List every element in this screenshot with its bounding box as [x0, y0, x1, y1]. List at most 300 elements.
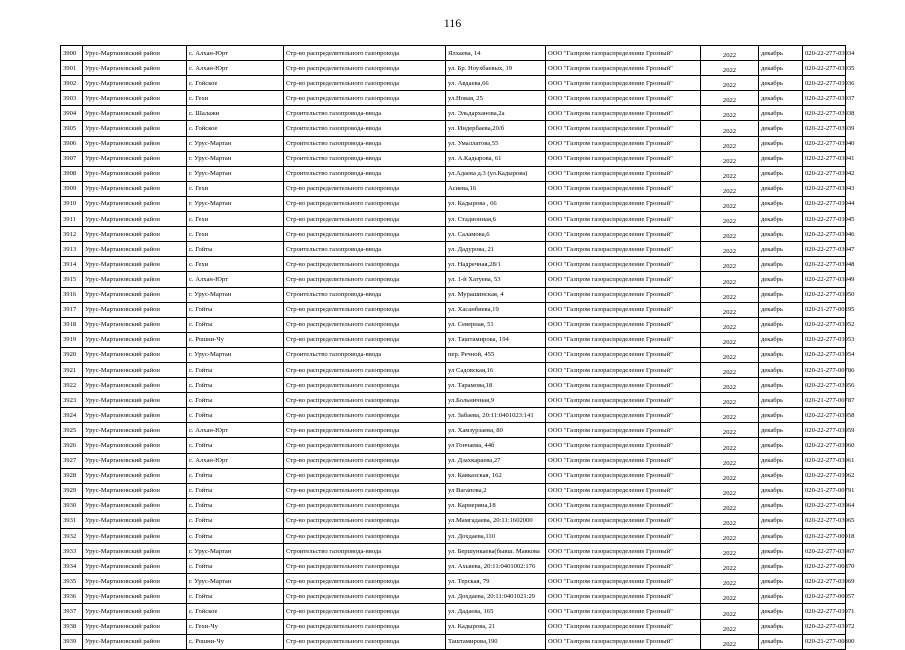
- table-row: [61, 468, 846, 483]
- month-cell: декабрь: [759, 242, 803, 257]
- organization-cell: ООО "Газпром газораспределение Грозный": [546, 242, 701, 257]
- settlement-cell: с. Гойты: [187, 498, 284, 513]
- year-cell: 2022: [701, 61, 759, 76]
- table-row: [61, 604, 846, 619]
- organization-cell: ООО "Газпром газораспределение Грозный": [546, 136, 701, 151]
- district-cell: Урус-Мартановский район: [83, 529, 187, 544]
- district-cell: Урус-Мартановский район: [83, 559, 187, 574]
- settlement-cell: г. Урус-Мартан: [187, 347, 284, 362]
- month-cell: декабрь: [759, 423, 803, 438]
- settlement-cell: с. Алхан-Юрт: [187, 423, 284, 438]
- month-cell: декабрь: [759, 151, 803, 166]
- table-row: [61, 242, 846, 257]
- address-cell: ул. Кадырова , 66: [446, 196, 546, 211]
- district-cell: Урус-Мартановский район: [83, 393, 187, 408]
- month-cell: декабрь: [759, 257, 803, 272]
- work-type-cell: Стр-во распределительного газопровода: [284, 468, 446, 483]
- row-number: 3914: [61, 257, 83, 272]
- month-cell: декабрь: [759, 332, 803, 347]
- work-type-cell: Стр-во распределительного газопровода: [284, 76, 446, 91]
- organization-cell: ООО "Газпром газораспределение Грозный": [546, 347, 701, 362]
- settlement-cell: с. Гойты: [187, 559, 284, 574]
- month-cell: декабрь: [759, 181, 803, 196]
- page-number: 116: [443, 16, 462, 30]
- table-row: [61, 332, 846, 347]
- row-number: 3916: [61, 287, 83, 302]
- table-row: [61, 106, 846, 121]
- settlement-cell: с. Гойты: [187, 408, 284, 423]
- table-row: [61, 574, 846, 589]
- row-number: 3901: [61, 61, 83, 76]
- work-type-cell: Стр-во распределительного газопровода: [284, 257, 446, 272]
- table-row: [61, 513, 846, 528]
- row-number: 3927: [61, 453, 83, 468]
- settlement-cell: г. Урус-Мартан: [187, 166, 284, 181]
- organization-cell: ООО "Газпром газораспределение Грозный": [546, 408, 701, 423]
- organization-cell: ООО "Газпром газораспределение Грозный": [546, 544, 701, 559]
- registry-code-cell: 020-22-277-03959: [803, 423, 846, 438]
- work-type-cell: Стр-во распределительного газопровода: [284, 46, 446, 61]
- organization-cell: ООО "Газпром газораспределение Грозный": [546, 438, 701, 453]
- address-cell: ул Вагапова,2: [446, 483, 546, 498]
- row-number: 3900: [61, 46, 83, 61]
- row-number: 3907: [61, 151, 83, 166]
- table-row: [61, 529, 846, 544]
- settlement-cell: с. Гойское: [187, 604, 284, 619]
- registry-code-cell: 020-22-277-03936: [803, 76, 846, 91]
- address-cell: ул.Больничная,9: [446, 393, 546, 408]
- row-number: 3938: [61, 619, 83, 634]
- year-cell: 2022: [701, 393, 759, 408]
- table-row: [61, 438, 846, 453]
- address-cell: ул. Кавказская, 162: [446, 468, 546, 483]
- month-cell: декабрь: [759, 76, 803, 91]
- district-cell: Урус-Мартановский район: [83, 589, 187, 604]
- district-cell: Урус-Мартановский район: [83, 347, 187, 362]
- month-cell: декабрь: [759, 589, 803, 604]
- month-cell: декабрь: [759, 483, 803, 498]
- settlement-cell: с. Гойты: [187, 378, 284, 393]
- month-cell: декабрь: [759, 604, 803, 619]
- table-row: [61, 46, 846, 61]
- district-cell: Урус-Мартановский район: [83, 513, 187, 528]
- registry-code-cell: 020-22-277-03954: [803, 347, 846, 362]
- table-row: [61, 212, 846, 227]
- settlement-cell: г. Урус-Мартан: [187, 574, 284, 589]
- registry-code-cell: 020-22-277-03967: [803, 544, 846, 559]
- month-cell: декабрь: [759, 574, 803, 589]
- settlement-cell: с. Гехи: [187, 227, 284, 242]
- work-type-cell: Строительство газопровода-ввода: [284, 136, 446, 151]
- address-cell: пер. Речной, 455: [446, 347, 546, 362]
- work-type-cell: Строительство газопровода-ввода: [284, 242, 446, 257]
- row-number: 3917: [61, 302, 83, 317]
- year-cell: 2022: [701, 196, 759, 211]
- settlement-cell: г. Урус-Мартан: [187, 287, 284, 302]
- district-cell: Урус-Мартановский район: [83, 317, 187, 332]
- table-row: [61, 362, 846, 377]
- settlement-cell: с. Гойты: [187, 317, 284, 332]
- registry-code-cell: 020-22-277-03935: [803, 61, 846, 76]
- work-type-cell: Стр-во распределительного газопровода: [284, 91, 446, 106]
- registry-code-cell: 020-22-277-03952: [803, 317, 846, 332]
- table-row: [61, 634, 846, 649]
- table-row: [61, 483, 846, 498]
- work-type-cell: Стр-во распределительного газопровода: [284, 393, 446, 408]
- work-type-cell: Стр-во распределительного газопровода: [284, 529, 446, 544]
- registry-code-cell: 020-22-277-03939: [803, 121, 846, 136]
- month-cell: декабрь: [759, 362, 803, 377]
- settlement-cell: с. Гехи: [187, 212, 284, 227]
- work-type-cell: Стр-во распределительного газопровода: [284, 212, 446, 227]
- address-cell: ул.Новая, 25: [446, 91, 546, 106]
- year-cell: 2022: [701, 498, 759, 513]
- settlement-cell: с. Рошни-Чу: [187, 634, 284, 649]
- district-cell: Урус-Мартановский район: [83, 498, 187, 513]
- row-number: 3920: [61, 347, 83, 362]
- district-cell: Урус-Мартановский район: [83, 423, 187, 438]
- table-row: [61, 393, 846, 408]
- registry-code-cell: 020-22-277-03938: [803, 106, 846, 121]
- table-row: [61, 61, 846, 76]
- year-cell: 2022: [701, 166, 759, 181]
- work-type-cell: Стр-во распределительного газопровода: [284, 408, 446, 423]
- address-cell: ул. Эльдарханова,2а: [446, 106, 546, 121]
- row-number: 3924: [61, 408, 83, 423]
- settlement-cell: с. Гойты: [187, 438, 284, 453]
- district-cell: Урус-Мартановский район: [83, 196, 187, 211]
- table-row: [61, 181, 846, 196]
- year-cell: 2022: [701, 302, 759, 317]
- address-cell: ул. Северная, 51: [446, 317, 546, 332]
- district-cell: Урус-Мартановский район: [83, 272, 187, 287]
- address-cell: ул.Мамгадаева, 20:11:1602000: [446, 513, 546, 528]
- organization-cell: ООО "Газпром газораспределение Грозный": [546, 634, 701, 649]
- settlement-cell: с. Гойты: [187, 589, 284, 604]
- month-cell: декабрь: [759, 453, 803, 468]
- month-cell: декабрь: [759, 61, 803, 76]
- month-cell: декабрь: [759, 498, 803, 513]
- row-number: 3934: [61, 559, 83, 574]
- table-row: [61, 559, 846, 574]
- registry-code-cell: 020-21-277-00787: [803, 393, 846, 408]
- month-cell: декабрь: [759, 121, 803, 136]
- registry-code-cell: 020-22-277-03941: [803, 151, 846, 166]
- settlement-cell: с. Гехи: [187, 91, 284, 106]
- district-cell: Урус-Мартановский район: [83, 242, 187, 257]
- address-cell: ул Гончаева, 44б: [446, 438, 546, 453]
- district-cell: Урус-Мартановский район: [83, 91, 187, 106]
- row-number: 3911: [61, 212, 83, 227]
- organization-cell: ООО "Газпром газораспределение Грозный": [546, 529, 701, 544]
- district-cell: Урус-Мартановский район: [83, 634, 187, 649]
- district-cell: Урус-Мартановский район: [83, 604, 187, 619]
- address-cell: ул. Ахьяева, 20:11:0401002:176: [446, 559, 546, 574]
- organization-cell: ООО "Газпром газораспределение Грозный": [546, 227, 701, 242]
- work-type-cell: Строительство газопровода-ввода: [284, 347, 446, 362]
- table-row: [61, 121, 846, 136]
- settlement-cell: с. Гойты: [187, 513, 284, 528]
- month-cell: декабрь: [759, 544, 803, 559]
- address-cell: ул. Терская, 79: [446, 574, 546, 589]
- work-type-cell: Стр-во распределительного газопровода: [284, 453, 446, 468]
- district-cell: Урус-Мартановский район: [83, 212, 187, 227]
- address-cell: ул. Стадионная,6: [446, 212, 546, 227]
- year-cell: 2022: [701, 347, 759, 362]
- row-number: 3930: [61, 498, 83, 513]
- registry-code-cell: 020-22-277-03934: [803, 46, 846, 61]
- row-number: 3909: [61, 181, 83, 196]
- address-cell: ул. Хамзурзаева, 80: [446, 423, 546, 438]
- year-cell: 2022: [701, 242, 759, 257]
- row-number: 3925: [61, 423, 83, 438]
- month-cell: декабрь: [759, 529, 803, 544]
- year-cell: 2022: [701, 438, 759, 453]
- work-type-cell: Стр-во распределительного газопровода: [284, 634, 446, 649]
- work-type-cell: Стр-во распределительного газопровода: [284, 498, 446, 513]
- table-row: [61, 257, 846, 272]
- organization-cell: ООО "Газпром газораспределение Грозный": [546, 423, 701, 438]
- year-cell: 2022: [701, 408, 759, 423]
- year-cell: 2022: [701, 287, 759, 302]
- year-cell: 2022: [701, 91, 759, 106]
- district-cell: Урус-Мартановский район: [83, 438, 187, 453]
- row-number: 3904: [61, 106, 83, 121]
- month-cell: декабрь: [759, 438, 803, 453]
- district-cell: Урус-Мартановский район: [83, 332, 187, 347]
- work-type-cell: Строительство газопровода-ввода: [284, 151, 446, 166]
- month-cell: декабрь: [759, 513, 803, 528]
- registry-code-cell: 020-22-277-03962: [803, 468, 846, 483]
- address-cell: ул.Адаева д.3 (ул.Кадырова): [446, 166, 546, 181]
- address-cell: ул. Дадаева, 165: [446, 604, 546, 619]
- table-row: [61, 378, 846, 393]
- row-number: 3912: [61, 227, 83, 242]
- district-cell: Урус-Мартановский район: [83, 453, 187, 468]
- address-cell: ул. Саламова,6: [446, 227, 546, 242]
- work-type-cell: Стр-во распределительного газопровода: [284, 423, 446, 438]
- month-cell: декабрь: [759, 91, 803, 106]
- row-number: 3908: [61, 166, 83, 181]
- settlement-cell: с. Шалажи: [187, 106, 284, 121]
- registry-code-cell: 020-22-277-03958: [803, 408, 846, 423]
- organization-cell: ООО "Газпром газораспределение Грозный": [546, 559, 701, 574]
- organization-cell: ООО "Газпром газораспределение Грозный": [546, 166, 701, 181]
- table-row: [61, 347, 846, 362]
- district-cell: Урус-Мартановский район: [83, 408, 187, 423]
- month-cell: декабрь: [759, 196, 803, 211]
- month-cell: декабрь: [759, 317, 803, 332]
- settlement-cell: с. Гойты: [187, 393, 284, 408]
- work-type-cell: Стр-во распределительного газопровода: [284, 181, 446, 196]
- row-number: 3905: [61, 121, 83, 136]
- table-row: [61, 136, 846, 151]
- organization-cell: ООО "Газпром газораспределение Грозный": [546, 453, 701, 468]
- settlement-cell: г. Урус-Мартан: [187, 136, 284, 151]
- month-cell: декабрь: [759, 393, 803, 408]
- district-cell: Урус-Мартановский район: [83, 483, 187, 498]
- year-cell: 2022: [701, 121, 759, 136]
- row-number: 3919: [61, 332, 83, 347]
- registry-code-cell: 020-22-277-03943: [803, 181, 846, 196]
- work-type-cell: Стр-во распределительного газопровода: [284, 61, 446, 76]
- table-row: [61, 408, 846, 423]
- settlement-cell: г. Урус-Мартан: [187, 196, 284, 211]
- month-cell: декабрь: [759, 166, 803, 181]
- settlement-cell: с. Гойское: [187, 76, 284, 91]
- work-type-cell: Строительство газопровода-ввода: [284, 287, 446, 302]
- settlement-cell: с. Гойты: [187, 483, 284, 498]
- address-cell: ул. Авдаева,66: [446, 76, 546, 91]
- work-type-cell: Стр-во распределительного газопровода: [284, 227, 446, 242]
- work-type-cell: Стр-во распределительного газопровода: [284, 559, 446, 574]
- settlement-cell: с. Гойты: [187, 362, 284, 377]
- month-cell: декабрь: [759, 634, 803, 649]
- year-cell: 2022: [701, 46, 759, 61]
- row-number: 3932: [61, 529, 83, 544]
- row-number: 3935: [61, 574, 83, 589]
- address-cell: ул. Кариеряна,18: [446, 498, 546, 513]
- registry-code-cell: 020-22-277-03956: [803, 378, 846, 393]
- year-cell: 2022: [701, 574, 759, 589]
- month-cell: декабрь: [759, 408, 803, 423]
- district-cell: Урус-Мартановский район: [83, 619, 187, 634]
- organization-cell: ООО "Газпром газораспределение Грозный": [546, 121, 701, 136]
- work-type-cell: Строительство газопровода-ввода: [284, 166, 446, 181]
- month-cell: декабрь: [759, 46, 803, 61]
- settlement-cell: с. Алхан-Юрт: [187, 453, 284, 468]
- month-cell: декабрь: [759, 347, 803, 362]
- organization-cell: ООО "Газпром газораспределение Грозный": [546, 513, 701, 528]
- work-type-cell: Стр-во распределительного газопровода: [284, 483, 446, 498]
- settlement-cell: с. Гойты: [187, 302, 284, 317]
- organization-cell: ООО "Газпром газораспределение Грозный": [546, 378, 701, 393]
- address-cell: ул. Мурашинская, 4: [446, 287, 546, 302]
- registry-code-cell: 020-22-277-03949: [803, 272, 846, 287]
- district-cell: Урус-Мартановский район: [83, 121, 187, 136]
- year-cell: 2022: [701, 468, 759, 483]
- row-number: 3902: [61, 76, 83, 91]
- work-type-cell: Стр-во распределительного газопровода: [284, 362, 446, 377]
- work-type-cell: Стр-во распределительного газопровода: [284, 438, 446, 453]
- year-cell: 2022: [701, 544, 759, 559]
- year-cell: 2022: [701, 559, 759, 574]
- address-cell: ул. Таштамирова, 194: [446, 332, 546, 347]
- address-cell: ул Садовская,16: [446, 362, 546, 377]
- table-row: [61, 227, 846, 242]
- row-number: 3921: [61, 362, 83, 377]
- organization-cell: ООО "Газпром газораспределение Грозный": [546, 589, 701, 604]
- year-cell: 2022: [701, 634, 759, 649]
- row-number: 3913: [61, 242, 83, 257]
- district-cell: Урус-Мартановский район: [83, 136, 187, 151]
- row-number: 3933: [61, 544, 83, 559]
- settlement-cell: г. Урус-Мартан: [187, 151, 284, 166]
- registry-code-cell: 020-21-277-00791: [803, 483, 846, 498]
- settlement-cell: с. Алхан-Юрт: [187, 272, 284, 287]
- year-cell: 2022: [701, 136, 759, 151]
- year-cell: 2022: [701, 513, 759, 528]
- table-row: [61, 272, 846, 287]
- work-type-cell: Стр-во распределительного газопровода: [284, 574, 446, 589]
- settlement-cell: с. Гойты: [187, 468, 284, 483]
- settlement-cell: г. Урус-Мартан: [187, 544, 284, 559]
- work-type-cell: Стр-во распределительного газопровода: [284, 302, 446, 317]
- district-cell: Урус-Мартановский район: [83, 46, 187, 61]
- table-row: [61, 196, 846, 211]
- year-cell: 2022: [701, 212, 759, 227]
- district-cell: Урус-Мартановский район: [83, 378, 187, 393]
- address-cell: ул. Дохдаева,110: [446, 529, 546, 544]
- address-cell: ул. Тарамова,18: [446, 378, 546, 393]
- organization-cell: ООО "Газпром газораспределение Грозный": [546, 498, 701, 513]
- year-cell: 2022: [701, 604, 759, 619]
- registry-code-cell: 020-22-277-03944: [803, 196, 846, 211]
- month-cell: декабрь: [759, 378, 803, 393]
- row-number: 3906: [61, 136, 83, 151]
- district-cell: Урус-Мартановский район: [83, 106, 187, 121]
- work-type-cell: Стр-во распределительного газопровода: [284, 589, 446, 604]
- organization-cell: ООО "Газпром газораспределение Грозный": [546, 76, 701, 91]
- address-cell: ул. Бершункаева(бывш. Маякова: [446, 544, 546, 559]
- settlement-cell: с. Гойты: [187, 529, 284, 544]
- district-cell: Урус-Мартановский район: [83, 302, 187, 317]
- registry-code-cell: 020-22-277-03942: [803, 166, 846, 181]
- registry-code-cell: 020-22-277-03945: [803, 212, 846, 227]
- row-number: 3922: [61, 378, 83, 393]
- district-cell: Урус-Мартановский район: [83, 468, 187, 483]
- year-cell: 2022: [701, 362, 759, 377]
- organization-cell: ООО "Газпром газораспределение Грозный": [546, 46, 701, 61]
- registry-code-cell: 020-22-277-03948: [803, 257, 846, 272]
- organization-cell: ООО "Газпром газораспределение Грозный": [546, 61, 701, 76]
- work-type-cell: Стр-во распределительного газопровода: [284, 378, 446, 393]
- work-type-cell: Стр-во распределительного газопровода: [284, 196, 446, 211]
- month-cell: декабрь: [759, 106, 803, 121]
- organization-cell: ООО "Газпром газораспределение Грозный": [546, 287, 701, 302]
- registry-code-cell: 020-22-277-03953: [803, 332, 846, 347]
- year-cell: 2022: [701, 257, 759, 272]
- organization-cell: ООО "Газпром газораспределение Грозный": [546, 393, 701, 408]
- settlement-cell: с. Гехи-Чу: [187, 619, 284, 634]
- registry-code-cell: 020-22-277-03947: [803, 242, 846, 257]
- address-cell: ул. Индербаева,20/б: [446, 121, 546, 136]
- address-cell: Ялхаева, 14: [446, 46, 546, 61]
- year-cell: 2022: [701, 76, 759, 91]
- registry-code-cell: 020-22-277-00870: [803, 559, 846, 574]
- district-cell: Урус-Мартановский район: [83, 287, 187, 302]
- table-row: [61, 544, 846, 559]
- table-row: [61, 287, 846, 302]
- year-cell: 2022: [701, 332, 759, 347]
- registry-code-cell: 020-22-277-03964: [803, 498, 846, 513]
- organization-cell: ООО "Газпром газораспределение Грозный": [546, 181, 701, 196]
- district-cell: Урус-Мартановский район: [83, 362, 187, 377]
- settlement-cell: с. Гехи: [187, 257, 284, 272]
- registry-code-cell: 020-22-277-03965: [803, 513, 846, 528]
- row-number: 3937: [61, 604, 83, 619]
- organization-cell: ООО "Газпром газораспределение Грозный": [546, 317, 701, 332]
- row-number: 3926: [61, 438, 83, 453]
- work-type-cell: Стр-во распределительного газопровода: [284, 332, 446, 347]
- registry-code-cell: 020-22-277-03961: [803, 453, 846, 468]
- registry-code-cell: 020-22-277-00957: [803, 589, 846, 604]
- address-cell: ул. А.Кадырова, 61: [446, 151, 546, 166]
- month-cell: декабрь: [759, 302, 803, 317]
- district-cell: Урус-Мартановский район: [83, 166, 187, 181]
- district-cell: Урус-Мартановский район: [83, 76, 187, 91]
- year-cell: 2022: [701, 272, 759, 287]
